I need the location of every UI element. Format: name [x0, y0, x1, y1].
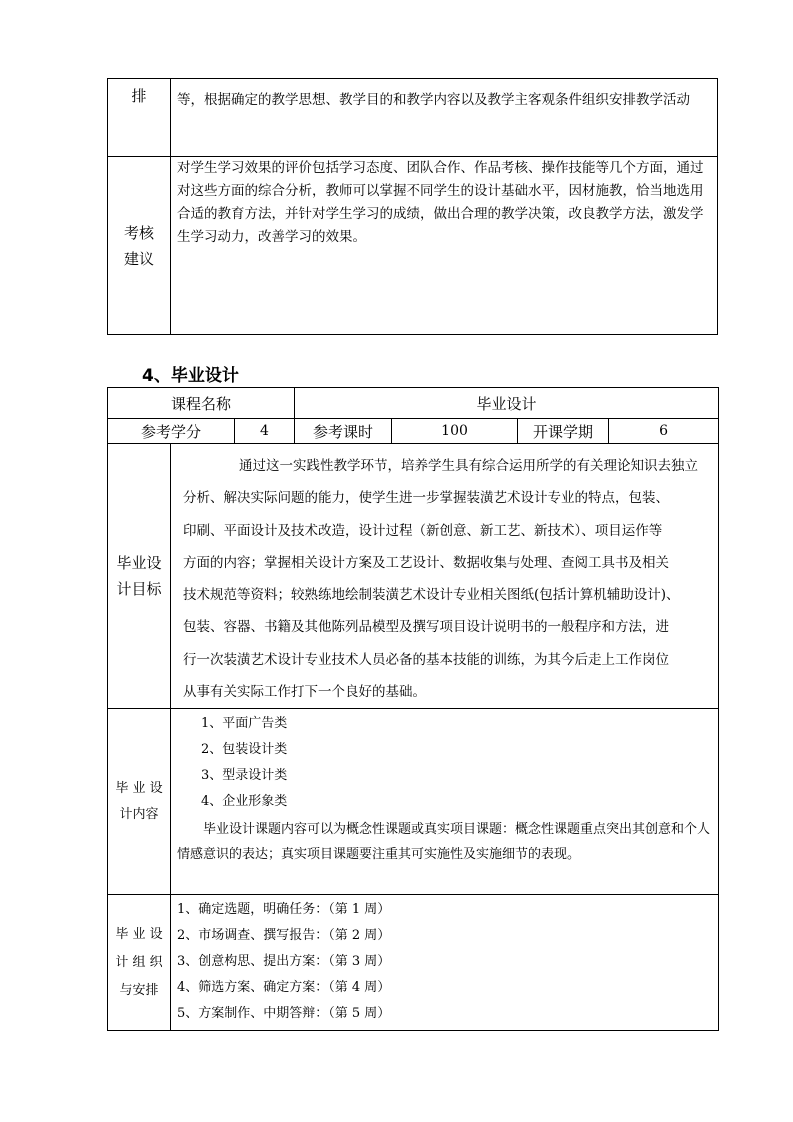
plan-label: [108, 895, 171, 1031]
arrangement-text: 等，根据确定的教学思想、教学目的和教学内容以及教学主客观条件组织安排教学活动: [171, 79, 718, 157]
plan-item: 1、确定选题，明确任务：（第 1 周）: [177, 902, 391, 918]
goal-line: 印刷、平面设计及技术改造，设计过程（新创意、新工艺、新技术）、项目运作等: [183, 522, 663, 539]
content-paragraph: 毕业设计课题内容可以为概念性课题或真实项目课题：概念性课题重点突出其创意和个人情感意识的表达；真实项目课题要注重其可实施性及实施细节的表现。: [177, 822, 711, 863]
graduation-design-table: [107, 387, 719, 1031]
goal-line: 方面的内容；掌握相关设计方案及工艺设计、数据收集与处理、查阅工具书及相关: [183, 554, 669, 571]
hours-value: 100: [392, 419, 518, 444]
course-name-label: 课程名称: [108, 388, 295, 419]
previous-course-table: [107, 78, 718, 335]
assessment-label: [108, 157, 171, 335]
course-name-value: 毕业设计: [295, 388, 719, 419]
plan-label-line2: 计 组 织: [115, 954, 163, 970]
goal-line: 包装、容器、书籍及其他陈列品模型及撰写项目设计说明书的一般程序和方法，进: [183, 619, 669, 636]
semester-value: 6: [609, 419, 719, 444]
goal-label-line1: 毕业设: [116, 554, 162, 573]
plan-label-line3: 与安排: [119, 982, 159, 998]
plan-item: 5、方案制作、中期答辩：（第 5 周）: [177, 1006, 391, 1022]
credit-value: 4: [235, 419, 295, 444]
content-label-line1: 毕 业 设: [115, 780, 163, 796]
goal-text: [171, 444, 719, 709]
semester-label: 开课学期: [518, 419, 609, 444]
section-title: 4、毕业设计: [142, 366, 239, 386]
goal-line: 通过这一实践性教学环节，培养学生具有综合运用所学的有关理论知识去独立: [239, 458, 698, 474]
plan-item: 3、创意构思、提出方案：（第 3 周）: [177, 954, 391, 970]
goal-line: 行一次装潢艺术设计专业技术人员必备的基本技能的训练，为其今后走上工作岗位: [183, 651, 669, 668]
hours-label: 参考课时: [295, 419, 392, 444]
goal-line: 技术规范等资料；较熟练地绘制装潢艺术设计专业相关图纸(包括计算机辅助设计)、: [183, 587, 680, 604]
content-item: 2、包装设计类: [201, 742, 288, 758]
content-item: 4、企业形象类: [201, 794, 288, 810]
content-item: 1、平面广告类: [201, 716, 288, 732]
plan-text: [171, 895, 719, 1031]
goal-line: 从事有关实际工作打下一个良好的基础。: [183, 684, 426, 701]
content-label: [108, 709, 171, 895]
plan-label-line1: 毕 业 设: [115, 926, 163, 942]
arrangement-label-fragment: 排: [108, 79, 171, 157]
assessment-label-line1: 考核: [123, 223, 154, 242]
goal-label: [108, 444, 171, 709]
plan-item: 4、筛选方案、确定方案：（第 4 周）: [177, 980, 391, 996]
assessment-text: 对学生学习效果的评价包括学习态度、团队合作、作品考核、操作技能等几个方面，通过对这些方面的综合分析，教师可以掌握不同学生的设计基础水平，因材施教，恰当地选用合适的教育方法，并针对学生学习的成绩，做出合理的教学决策，改良教学方法，激发学生学习动力，改善学习的效果。: [171, 157, 718, 335]
plan-item: 2、市场调查、撰写报告：（第 2 周）: [177, 928, 391, 944]
goal-line: 分析、解决实际问题的能力，使学生进一步掌握装潢艺术设计专业的特点，包装、: [183, 490, 669, 507]
goal-label-line2: 计目标: [116, 580, 162, 599]
content-label-line2: 计内容: [119, 806, 159, 822]
credit-label: 参考学分: [108, 419, 235, 444]
content-item: 3、型录设计类: [201, 768, 288, 784]
content-text: [171, 709, 719, 895]
assessment-label-line2: 建议: [123, 249, 154, 268]
